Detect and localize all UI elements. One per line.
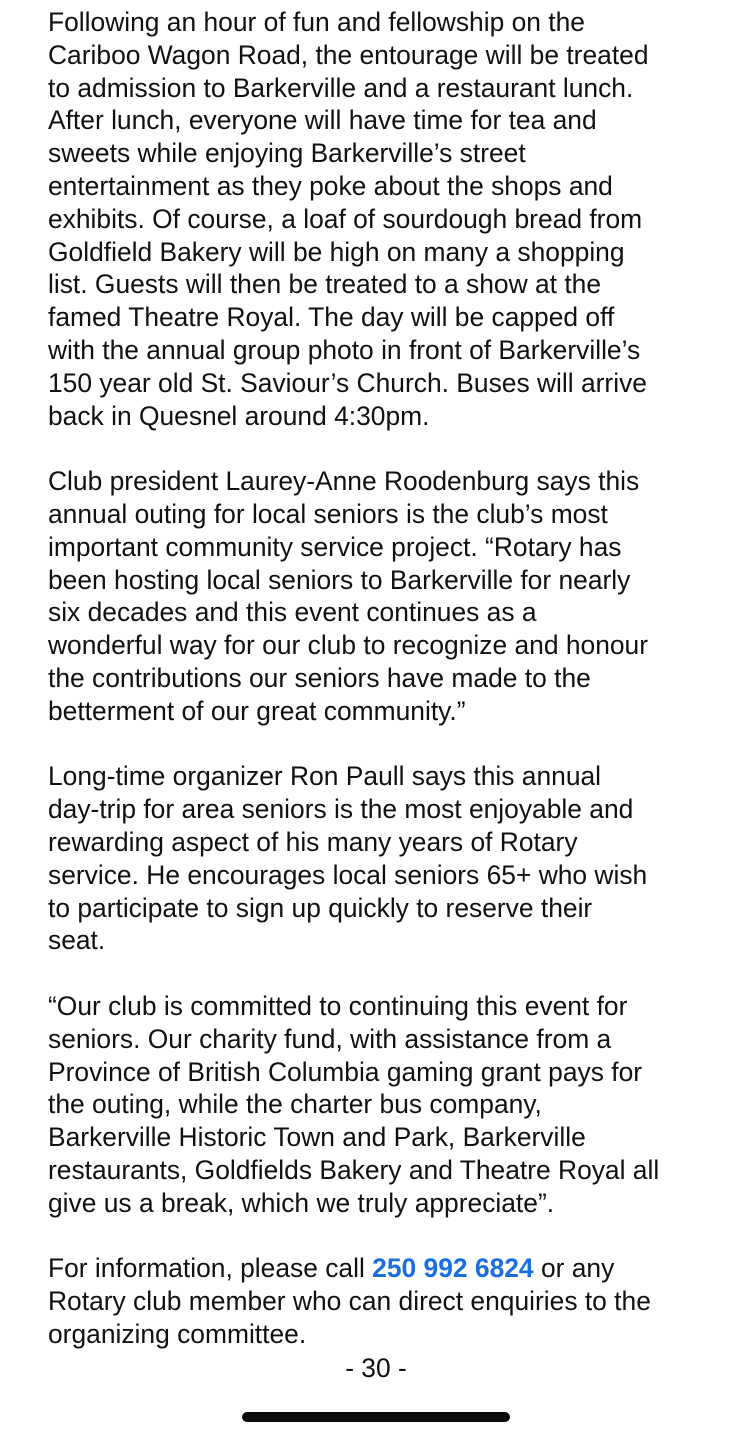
paragraph-contact-info — [48, 1252, 718, 1350]
paragraph-event-itinerary: Following an hour of fun and fellowship on the Cariboo Wagon Road, the entourage will be treated to admission to Barkerville and a restaurant lunch. After lunch, everyone will have time for tea and sweets while enjoying Barkerville’s street entertainment as they poke about the shops and exhibits. Of course, a loaf of sourdough bread from Goldfield Bakery will be high on many a shopping list. Guests will then be treated to a show at the famed Theatre Royal. The day will be capped off with the annual group photo in front of Barkerville’s 150 year old St. Saviour’s Church. Buses will arrive back in Quesnel around 4:30pm. — [48, 7, 649, 431]
paragraph-club-commitment: “Our club is committed to continuing this event for seniors. Our charity fund, with assistance from a Province of British Columbia gaming grant pays for the outing, while the charter bus company, Barkerville Historic Town and Park, Barkerville restaurants, Goldfields Bakery and Theatre Royal all give us a break, which we truly appreciate”. — [48, 990, 660, 1218]
document-body — [48, 6, 718, 1351]
contact-prefix: For information, please call — [48, 1253, 373, 1284]
phone-number-link[interactable]: 250 992 6824 — [372, 1253, 534, 1284]
page-number: - 30 - — [345, 1353, 407, 1383]
paragraph-president-quote: Club president Laurey-Anne Roodenburg says this annual outing for local seniors is the club’s most important community service project. “Rotary has been hosting local seniors to Barkerville for nearly six decades and this event continues as a wonderful way for our club to recognize and honour the contributions our seniors have made to the betterment of our great community.” — [48, 466, 649, 726]
paragraph-organizer-remarks: Long-time organizer Ron Paull says this annual day-trip for area seniors is the most enjoyable and rewarding aspect of his many years of Rotary service. He encourages local seniors 65+ who wish to participate to sign up quickly to reserve their seat. — [48, 761, 648, 956]
home-indicator-bar[interactable] — [242, 1412, 510, 1422]
contact-suffix: or any Rotary club member who can direct enquiries to the organizing committee. — [48, 1253, 651, 1349]
